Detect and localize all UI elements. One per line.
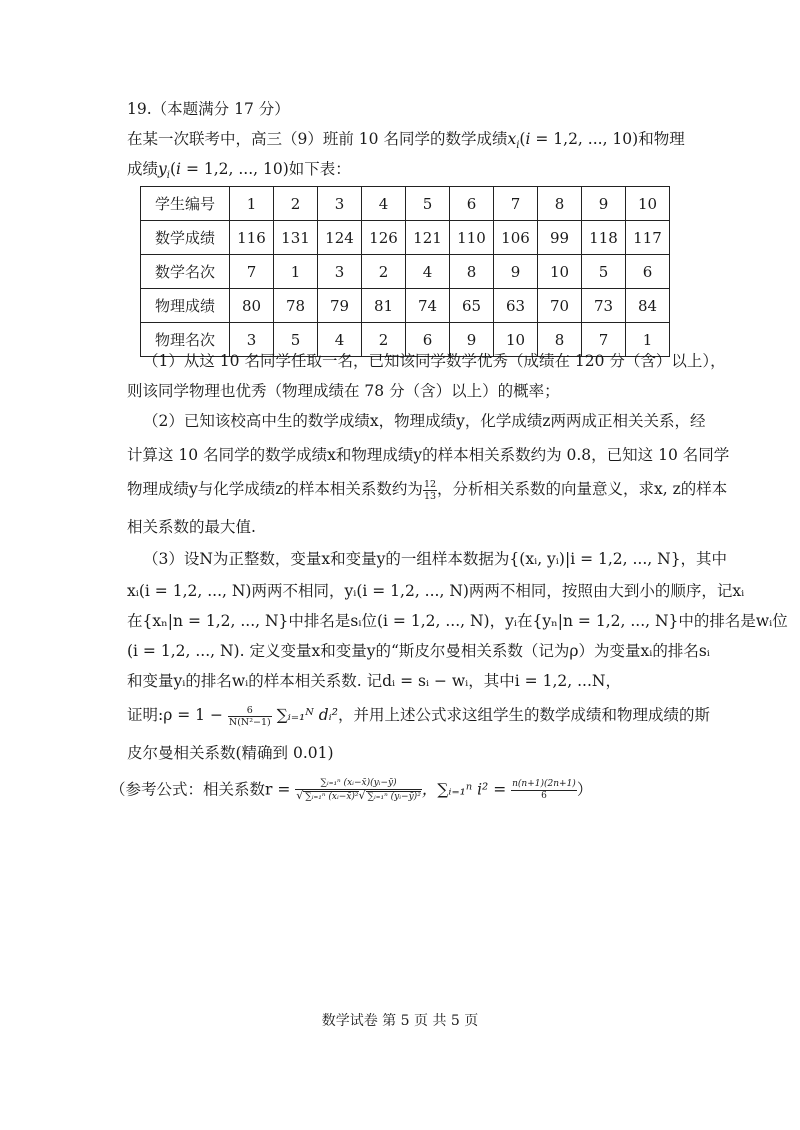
part1-line-1: （1）从这 10 名同学任取一名，已知该同学数学优秀（成绩在 120 分（含）以上）， (143, 352, 726, 370)
part2-line-4: 相关系数的最大值. (127, 518, 256, 536)
table-cell: 6 (450, 187, 494, 221)
table-cell: 126 (362, 221, 406, 255)
table-cell: 84 (626, 289, 670, 323)
part2-line-2: 计算这 10 名同学的数学成绩x和物理成绩y的样本相关系数约为 0.8，已知这 10 名同学 (127, 446, 730, 464)
part3-line-2: xᵢ(i = 1,2, ..., N)两两不相同，yᵢ(i = 1,2, ..., N)两两不相同，按照由大到小的顺序，记xᵢ (127, 582, 745, 600)
table-cell: 70 (538, 289, 582, 323)
table-cell: 7 (230, 255, 274, 289)
table-cell: 10 (538, 255, 582, 289)
question-intro-line-1: 在某一次联考中，高三（9）班前 10 名同学的数学成绩$x_i(i = 1,2$, ..., 10)和物理 (127, 130, 685, 152)
table-cell: 7 (494, 187, 538, 221)
table-cell: 4 (318, 323, 362, 357)
table-cell: 117 (626, 221, 670, 255)
correlation-fraction: $\frac{\text{∑ᵢ₌₁ⁿ (xᵢ−x̄)(yᵢ−ȳ)}}{\text{√ ∑ᵢ₌₁ⁿ (xᵢ−x̄)²√ ∑ᵢ₌₁ⁿ (yᵢ−ȳ)²}}$ (296, 778, 421, 802)
row-label: 学生编号 (141, 187, 230, 221)
part3-line-7: 皮尔曼相关系数(精确到 0.01) (127, 744, 334, 762)
row-label: 数学名次 (141, 255, 230, 289)
table-cell: 9 (582, 187, 626, 221)
table-cell: 63 (494, 289, 538, 323)
table-cell: 65 (450, 289, 494, 323)
table-cell: 73 (582, 289, 626, 323)
table-cell: 78 (274, 289, 318, 323)
table-cell: 5 (274, 323, 318, 357)
table-cell: 3 (318, 255, 362, 289)
table-cell: 2 (362, 323, 406, 357)
table-cell: 4 (362, 187, 406, 221)
part1-line-2: 则该同学物理也优秀（物理成绩在 78 分（含）以上）的概率； (127, 382, 560, 400)
table-cell: 3 (318, 187, 362, 221)
score-table (140, 186, 670, 357)
table-cell: 80 (230, 289, 274, 323)
table-cell: 10 (626, 187, 670, 221)
table-row (141, 187, 670, 221)
part3-line-5: 和变量yᵢ的排名wᵢ的样本相关系数. 记dᵢ = sᵢ − wᵢ，其中i = 1,2, ...N， (127, 672, 621, 690)
part3-proof-line: 证明:ρ = 1 − $\frac{6}{\text{N(N²−1)}}$ ∑ᵢ₌₁ᴺ dᵢ²，并用上述公式求这组学生的数学成绩和物理成绩的斯 (127, 704, 710, 728)
table-cell: 10 (494, 323, 538, 357)
table-cell: 79 (318, 289, 362, 323)
question-number: 19.（本题满分 17 分） (127, 100, 290, 118)
table-cell: 2 (362, 255, 406, 289)
question-intro-line-2: 成绩$y_i(i = 1,2$, ..., 10)如下表： (127, 160, 351, 182)
table-cell: 2 (274, 187, 318, 221)
table-cell: 5 (406, 187, 450, 221)
part3-line-4: (i = 1,2, ..., N). 定义变量x和变量y的“斯皮尔曼相关系数（记为ρ）为变量xᵢ的排名sᵢ (127, 642, 710, 660)
part2-line-3: 物理成绩y与化学成绩z的样本相关系数约为 $\frac{12}{13}$ ，分析相关系数的向量意义，求x, z的样本 (127, 478, 728, 502)
table-cell: 110 (450, 221, 494, 255)
table-cell: 99 (538, 221, 582, 255)
table-cell: 8 (538, 187, 582, 221)
table-cell: 8 (450, 255, 494, 289)
page-footer: 数学试卷 第 5 页 共 5 页 (321, 1013, 479, 1029)
table-cell: 9 (450, 323, 494, 357)
row-label: 数学成绩 (141, 221, 230, 255)
part2-line-1: （2）已知该校高中生的数学成绩x，物理成绩y，化学成绩z两两成正相关关系，经 (143, 412, 706, 430)
table-cell: 8 (538, 323, 582, 357)
table-cell: 124 (318, 221, 362, 255)
table-cell: 7 (582, 323, 626, 357)
table-cell: 116 (230, 221, 274, 255)
proof-sum: ∑ᵢ₌₁ᴺ dᵢ² (276, 706, 338, 724)
table-cell: 81 (362, 289, 406, 323)
row-label: 物理成绩 (141, 289, 230, 323)
table-cell: 4 (406, 255, 450, 289)
table-cell: 106 (494, 221, 538, 255)
table-cell: 5 (582, 255, 626, 289)
table-cell: 9 (494, 255, 538, 289)
table-cell: 1 (626, 323, 670, 357)
table-cell: 6 (626, 255, 670, 289)
table-row (141, 289, 670, 323)
table-row (141, 255, 670, 289)
row-label: 物理名次 (141, 323, 230, 357)
fraction-12-13: $\frac{12}{13}$ (423, 478, 437, 502)
table-cell: 131 (274, 221, 318, 255)
part3-line-1: （3）设N为正整数，变量x和变量y的一组样本数据为{(xᵢ, yᵢ)|i = 1,2, ..., N}，其中 (143, 550, 728, 568)
table-row (141, 221, 670, 255)
reference-formula: （参考公式：相关系数r = $\frac{\text{∑ᵢ₌₁ⁿ (xᵢ−x̄)(yᵢ−ȳ)}}{\text{√ ∑ᵢ₌₁ⁿ (xᵢ−x̄)²√ ∑ᵢ₌₁ⁿ (yᵢ−ȳ)²}}$ ，∑ᵢ₌₁ⁿ i² = $\frac{n(n+1)(2n+1)}{6}$ ） (110, 778, 593, 802)
table-cell: 1 (274, 255, 318, 289)
table-cell: 3 (230, 323, 274, 357)
table-cell: 1 (230, 187, 274, 221)
proof-fraction: $\frac{6}{\text{N(N²−1)}}$ (228, 704, 271, 728)
part3-line-3: 在{xₙ|n = 1,2, ..., N}中排名是sᵢ位(i = 1,2, ..., N)，yᵢ在{yₙ|n = 1,2, ..., N}中的排名是wᵢ位 (127, 612, 788, 630)
table-cell: 6 (406, 323, 450, 357)
table-cell: 118 (582, 221, 626, 255)
table-cell: 74 (406, 289, 450, 323)
sum-squares-fraction: $\frac{n(n+1)(2n+1)}{6}$ (512, 779, 576, 801)
table-cell: 121 (406, 221, 450, 255)
